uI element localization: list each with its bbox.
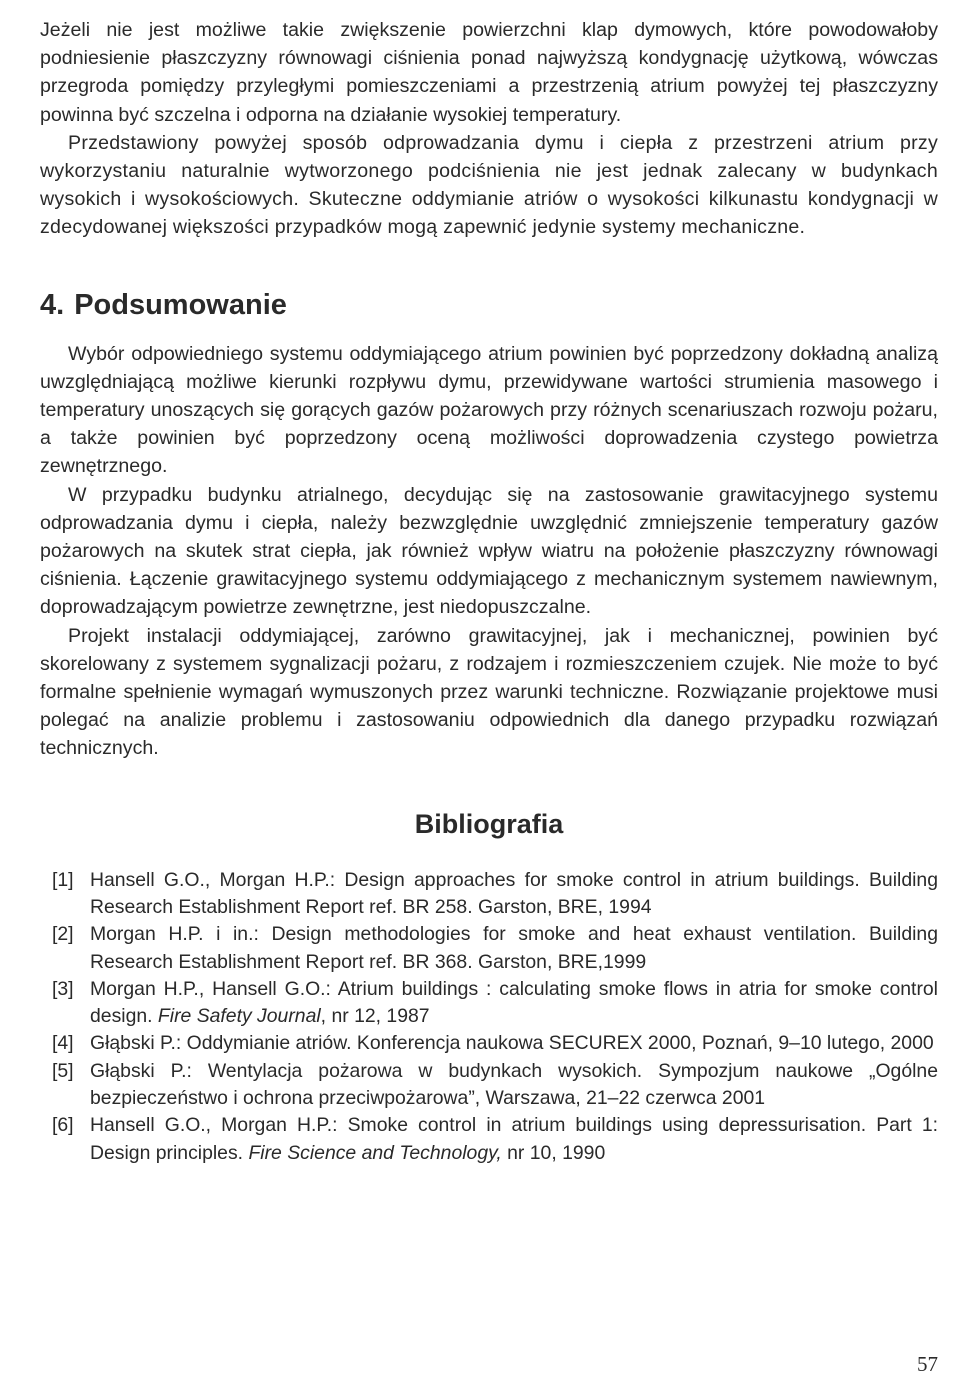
bibliography-text: Hansell G.O., Morgan H.P.: Design approaches for smoke control in atrium buildings. Building Research Establishment Report ref. BR 258. Garston, BRE, 1994: [90, 868, 938, 918]
bibliography-number: [5]: [52, 1059, 74, 1082]
summary-paragraph-3: Projekt instalacji oddymiającej, zarówno grawitacyjnej, jak i mechanicznej, powinien być skorelowany z systemem sygnalizacji pożaru, z rodzajem i rozmieszczeniem czujek. Nie może to być formalne spełnienie wymagań wymuszonych przez warunki techniczne. Rozwiązanie projektowe musi polegać na analizie problemu i zastosowaniu odpowiednich dla danego przypadku rozwiązań technicznych.: [40, 624, 938, 760]
bibliography-text: Głąbski P.: Oddymianie atriów. Konferencja naukowa SECUREX 2000, Poznań, 9–10 lutego, 2000: [90, 1032, 934, 1055]
bibliography-number: [1]: [52, 868, 74, 891]
bibliography-list: [40, 867, 938, 1167]
bibliography-number: [6]: [52, 1114, 74, 1137]
bibliography-item: [40, 976, 938, 1031]
bibliography-tail: , nr 12, 1987: [320, 1005, 430, 1028]
bibliography-item: [40, 1112, 938, 1167]
bibliography-text: Hansell G.O., Morgan H.P.: Smoke control in atrium buildings using depressurisation. Part 1: Design principles.: [90, 1114, 938, 1164]
bibliography-tail: nr 10, 1990: [501, 1141, 606, 1164]
bibliography-heading: Bibliografia: [414, 808, 564, 839]
bibliography-number: [3]: [52, 977, 74, 1000]
bibliography-item: [40, 1030, 938, 1057]
bibliography-journal: Fire Safety Journal: [157, 1005, 321, 1028]
bibliography-journal: Fire Science and Technology,: [248, 1141, 502, 1164]
bibliography-text: Głąbski P.: Wentylacja pożarowa w budynkach wysokich. Sympozjum naukowe „Ogólne bezpieczeństwo i ochrona przeciwpożarowa”, Warszawa, 21–22 czerwca 2001: [90, 1059, 938, 1110]
section-title: Podsumowanie: [74, 288, 287, 321]
paragraph-smoke-vents: Jeżeli nie jest możliwe takie zwiększenie powierzchni klap dymowych, które powodowałoby podniesienie płaszczyzny równowagi ciśnienia ponad najwyższą kondygnację użytkową, wówczas przegroda pomiędzy przyległymi pomieszczeniami a przestrzenią atrium powyżej tej płaszczyzny powinna być szczelna i odporna na działanie wysokiej temperatury.: [40, 19, 938, 126]
section-heading: [40, 288, 938, 322]
document-page: [40, 16, 938, 1167]
bibliography-number: [2]: [52, 923, 74, 946]
section-number: 4.: [40, 288, 65, 321]
bibliography-text: Morgan H.P., Hansell G.O.: Atrium buildings : calculating smoke flows in atria for smoke control design.: [90, 977, 938, 1028]
bibliography-item: [40, 867, 938, 922]
bibliography-text: Morgan H.P. i in.: Design methodologies for smoke and heat exhaust ventilation. Building Research Establishment Report ref. BR 368. Garston, BRE,1999: [90, 923, 938, 973]
summary-paragraph-2: W przypadku budynku atrialnego, decydując się na zastosowanie grawitacyjnego systemu odprowadzania dymu i ciepła, należy bezwzględnie uwzględnić zmniejszenie temperatury gazów pożarowych na skutek strat ciepła, jak również wpływ wiatru na położenie płaszczyzny równowagi ciśnienia. Łączenie grawitacyjnego systemu oddymiającego z mechanicznym systemem nawiewnym, doprowadzającym powietrze zewnętrzne, jest niedopuszczalne.: [40, 483, 938, 619]
bibliography-item: [40, 1058, 938, 1113]
bibliography-item: [40, 921, 938, 976]
page-number: 57: [917, 1352, 938, 1376]
paragraph-natural-extraction: Przedstawiony powyżej sposób odprowadzania dymu i ciepła z przestrzeni atrium przy wykorzystaniu naturalnie wytworzonego podciśnienia nie jest jednak zalecany w budynkach wysokich i wysokościowych. Skuteczne oddymianie atriów o wysokości kilkunastu kondygnacji w zdecydowanej większości przypadków mogą zapewnić jedynie systemy mechaniczne.: [40, 131, 938, 239]
summary-paragraph-1: Wybór odpowiedniego systemu oddymiającego atrium powinien być poprzedzony dokładną analizą uwzględniającą możliwe kierunki rozpływu dymu, przewidywane wartości strumienia masowego i temperatury unoszących się gorących gazów pożarowych przy różnych scenariuszach rozwoju pożaru, a także powinien być poprzedzony oceną możliwości doprowadzenia czystego powietrza zewnętrznego.: [40, 342, 938, 478]
bibliography-number: [4]: [52, 1032, 74, 1055]
